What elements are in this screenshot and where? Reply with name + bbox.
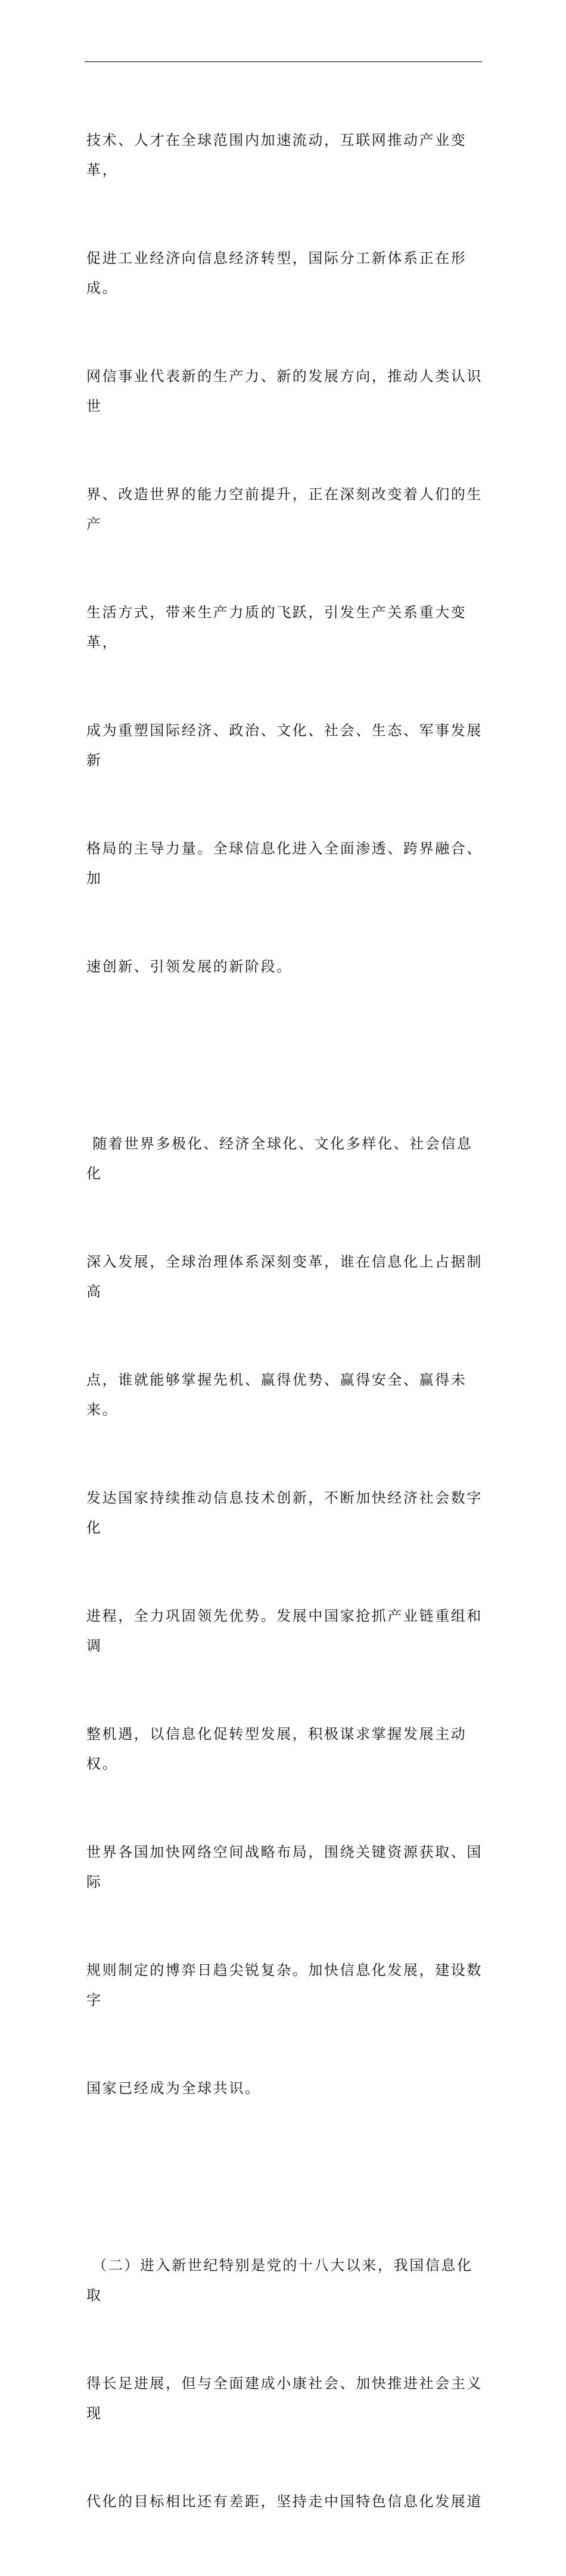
text-line: （二）进入新世纪特别是党的十八大以来，我国信息化取 bbox=[86, 2257, 473, 2303]
paragraph-1 bbox=[86, 67, 484, 1041]
text-line: 生活方式，带来生产力质的飞跃，引发生产关系重大变革， bbox=[86, 604, 467, 651]
text-line: 整机遇，以信息化促转型发展，积极谋求掌握发展主动权。 bbox=[86, 1726, 467, 1772]
paragraph-spacer bbox=[86, 1041, 484, 1071]
text-line: 随着世界多极化、经济全球化、文化多样化、社会信息化 bbox=[86, 1135, 473, 1182]
text-line: 发达国家持续推动信息技术创新，不断加快经济社会数字化 bbox=[86, 1490, 483, 1536]
text-line: 规则制定的博弈日趋尖锐复杂。加快信息化发展，建设数字 bbox=[86, 1962, 483, 2008]
text-line: 界、改造世界的能力空前提升，正在深刻改变着人们的生产 bbox=[86, 486, 483, 532]
text-line: 技术、人才在全球范围内加速流动，互联网推动产业变革， bbox=[86, 132, 467, 178]
text-line: 世界各国加快网络空间战略布局，围绕关键资源获取、国际 bbox=[86, 1844, 483, 1890]
paragraph-3 bbox=[86, 2192, 484, 2576]
text-line: 代化的目标相比还有差距，坚持走中国特色信息化发展道 bbox=[86, 2493, 483, 2510]
text-line: 成为重塑国际经济、政治、文化、社会、生态、军事发展新 bbox=[86, 722, 483, 769]
text-line: 网信事业代表新的生产力、新的发展方向，推动人类认识世 bbox=[86, 368, 483, 414]
text-line: 格局的主导力量。全球信息化进入全面渗透、跨界融合、加 bbox=[86, 840, 483, 887]
text-line: 深入发展，全球治理体系深刻变革，谁在信息化上占据制高 bbox=[86, 1253, 483, 1300]
text-line: 点，谁就能够掌握先机、赢得优势、赢得安全、赢得未来。 bbox=[86, 1371, 467, 1418]
document-body bbox=[86, 67, 484, 2576]
paragraph-spacer bbox=[86, 2163, 484, 2193]
header-divider bbox=[85, 61, 482, 62]
text-line: 得长足进展，但与全面建成小康社会、加快推进社会主义现 bbox=[86, 2375, 483, 2422]
paragraph-2 bbox=[86, 1070, 484, 2163]
text-line: 促进工业经济向信息经济转型，国际分工新体系正在形成。 bbox=[86, 250, 467, 296]
text-line: 速创新、引领发展的新阶段。 bbox=[86, 958, 293, 975]
text-line: 进程，全力巩固领先优势。发展中国家抢抓产业链重组和调 bbox=[86, 1608, 483, 1654]
text-line: 国家已经成为全球共识。 bbox=[86, 2080, 261, 2097]
